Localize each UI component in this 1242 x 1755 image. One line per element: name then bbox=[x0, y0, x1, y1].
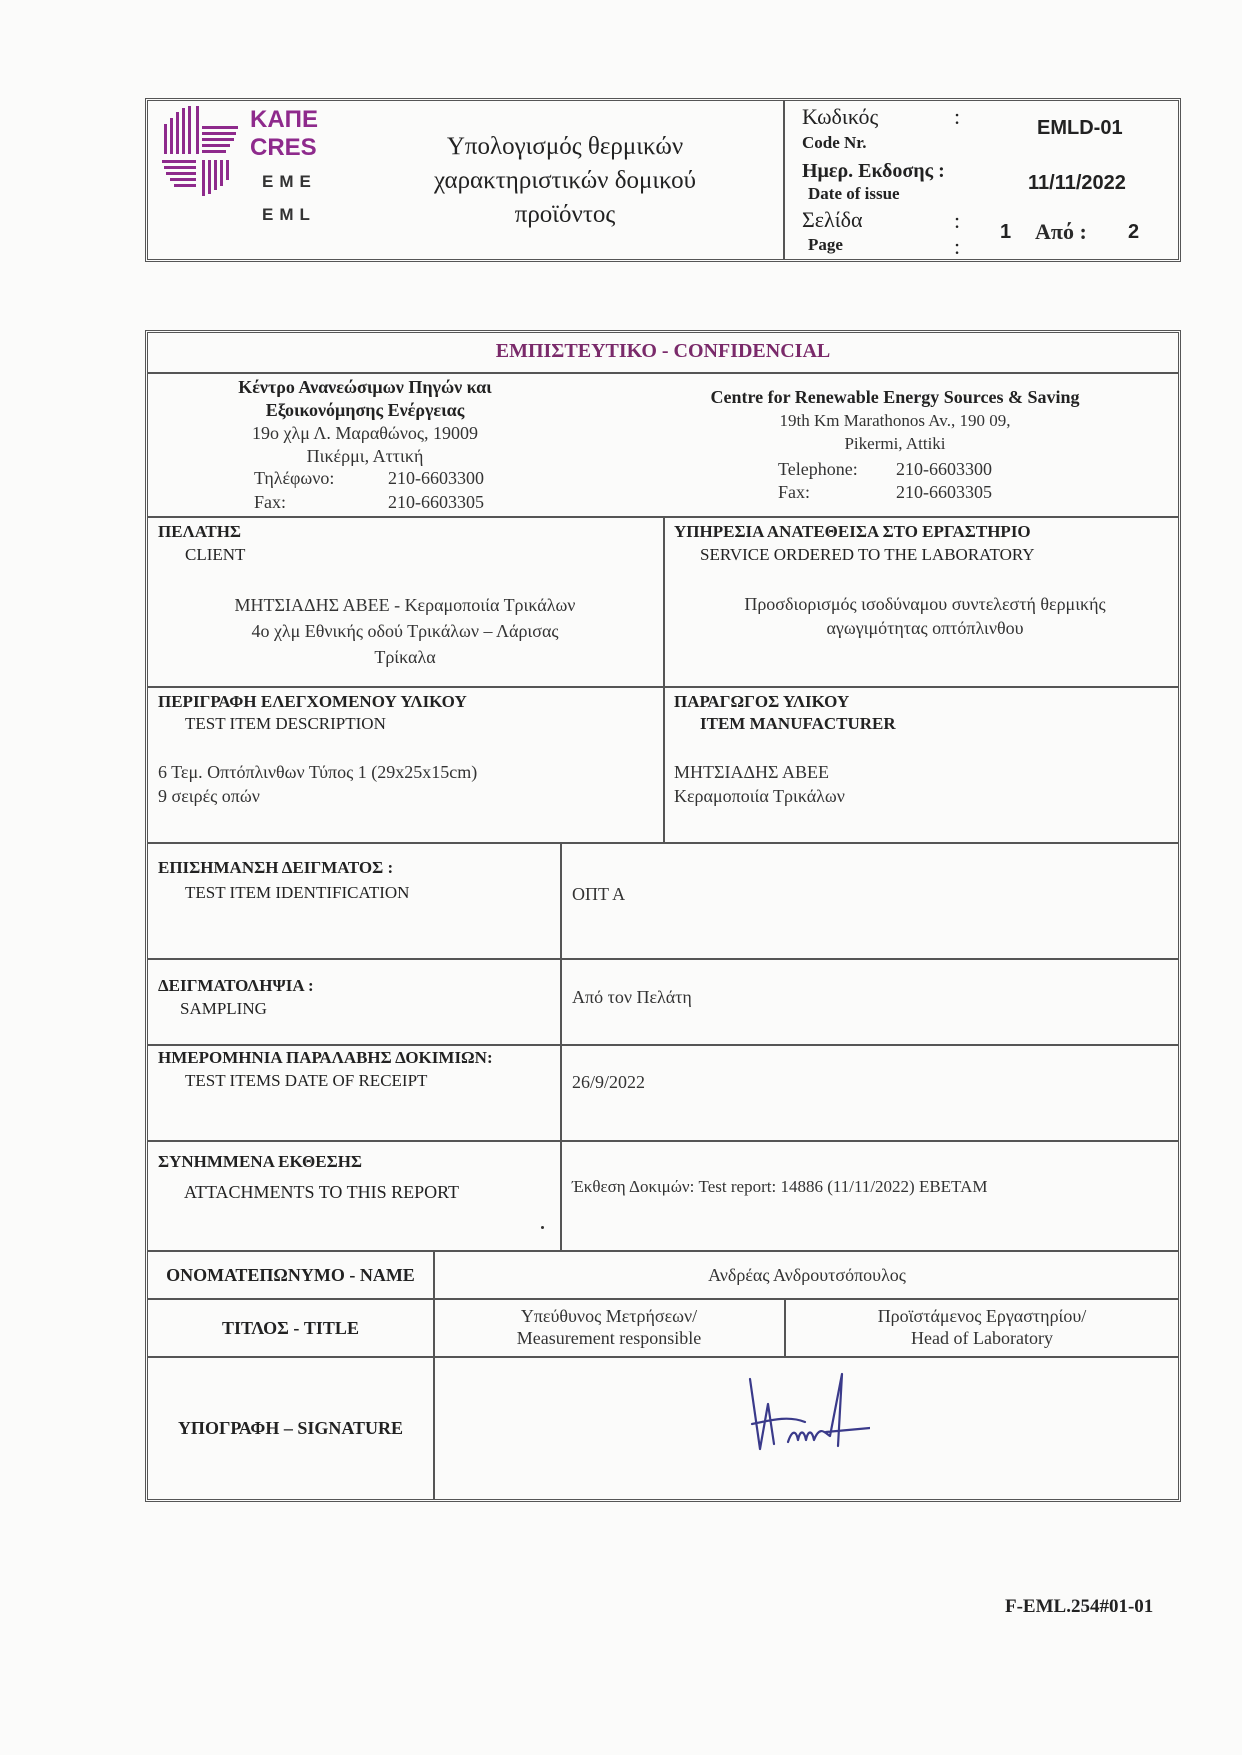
code-label-gr: Κωδικός bbox=[802, 104, 879, 129]
divider bbox=[148, 958, 1178, 960]
divider bbox=[560, 842, 562, 1250]
divider bbox=[148, 1140, 1178, 1142]
page-label-en: Page bbox=[808, 235, 843, 254]
item-desc-details bbox=[158, 760, 477, 808]
identification-label-gr: ΕΠΙΣΗΜΑΝΣΗ ΔΕΙΓΜΑΤΟΣ : bbox=[158, 858, 394, 877]
attachments-value: Έκθεση Δοκιμών: Test report: 14886 (11/11/2022) ΕΒΕΤΑΜ bbox=[572, 1177, 988, 1196]
divider bbox=[148, 1356, 1178, 1358]
org-en-tel: 210-6603300 bbox=[896, 459, 992, 479]
receipt-value: 26/9/2022 bbox=[572, 1072, 646, 1092]
sampling-value: Από τον Πελάτη bbox=[572, 987, 692, 1007]
document-title: Υπολογισμός θερμικών χαρακτηριστικών δομικού προϊόντος bbox=[433, 133, 697, 228]
item-desc-label-en: TEST ITEM DESCRIPTION bbox=[185, 714, 386, 733]
page-colon-1: : bbox=[954, 208, 961, 233]
page-label-gr: Σελίδα bbox=[802, 207, 863, 232]
org-en-name: Centre for Renewable Energy Sources & Saving bbox=[710, 387, 1080, 407]
handwritten-signature bbox=[730, 1364, 870, 1464]
org-greek bbox=[150, 376, 580, 468]
title1-en: Measurement responsible bbox=[516, 1328, 702, 1348]
divider bbox=[148, 686, 1178, 688]
code-colon: : bbox=[954, 104, 961, 129]
service-label-gr: ΥΠΗΡΕΣΙΑ ΑΝΑΤΕΘΕΙΣΑ ΣΤΟ ΕΡΓΑΣΤΗΡΙΟ bbox=[674, 522, 1031, 541]
title-label: ΤΙΤΛΟΣ - TITLE bbox=[222, 1318, 359, 1338]
date-label-gr: Ημερ. Εκδοσης : bbox=[802, 160, 945, 182]
logo-kape: ΚΑΠΕ bbox=[250, 106, 319, 133]
logo-eme: ΕΜΕ bbox=[262, 172, 317, 191]
page-total: 2 bbox=[1128, 221, 1140, 243]
header-divider bbox=[783, 101, 785, 259]
org-en-fax: 210-6603305 bbox=[896, 482, 992, 502]
receipt-label-en: TEST ITEMS DATE OF RECEIPT bbox=[185, 1071, 428, 1090]
title2-gr: Προϊστάμενος Εργαστηρίου/ bbox=[877, 1306, 1087, 1326]
client-label-gr: ΠΕΛΑΤΗΣ bbox=[158, 522, 242, 541]
item-desc-label-gr: ΠΕΡΙΓΡΑΦΗ ΕΛΕΓΧΟΜΕΝΟΥ ΥΛΙΚΟΥ bbox=[158, 692, 467, 711]
date-label-en: Date of issue bbox=[808, 184, 900, 203]
attachments-label-en: ATTACHMENTS TO THIS REPORT bbox=[184, 1182, 460, 1202]
org-gr-addr2: Πικέρμι, Αττική bbox=[306, 446, 424, 466]
name-value: Ανδρέας Ανδρουτσόπουλος bbox=[708, 1265, 906, 1285]
date-value: 11/11/2022 bbox=[1028, 172, 1126, 194]
form-code: F-EML.254#01-01 bbox=[1005, 1596, 1154, 1617]
page-colon-2: : bbox=[954, 234, 961, 259]
service-line2: αγωγιμότητας οπτόπλινθου bbox=[826, 618, 1024, 638]
code-value: EMLD-01 bbox=[1037, 117, 1123, 139]
client-line3: Τρίκαλα bbox=[374, 647, 436, 667]
divider bbox=[148, 372, 1178, 374]
confidential-banner: ΕΜΠΙΣΤΕΥΤΙΚΟ - CONFIDENCIAL bbox=[495, 340, 831, 362]
receipt-label-gr: ΗΜΕΡΟΜΗΝΙΑ ΠΑΡΑΛΑΒΗΣ ΔΟΚΙΜΙΩΝ: bbox=[158, 1048, 493, 1067]
manufacturer-label-gr: ΠΑΡΑΓΩΓΟΣ ΥΛΙΚΟΥ bbox=[674, 692, 850, 711]
page-of-label: Από : bbox=[1035, 219, 1087, 244]
item-desc-line1: 6 Τεμ. Οπτόπλινθων Τύπος 1 (29x25x15cm) bbox=[158, 762, 478, 782]
title1-gr: Υπεύθυνος Μετρήσεων/ bbox=[520, 1306, 698, 1326]
service-line1: Προσδιορισμός ισοδύναμου συντελεστή θερμικής bbox=[744, 594, 1106, 614]
divider bbox=[148, 842, 1178, 844]
divider bbox=[148, 1298, 1178, 1300]
identification-label-en: TEST ITEM IDENTIFICATION bbox=[185, 883, 410, 902]
org-gr-name1: Κέντρο Ανανεώσιμων Πηγών και bbox=[238, 377, 492, 397]
org-en-addr2: Pikermi, Attiki bbox=[844, 434, 946, 453]
org-gr-name2: Εξοικονόμησης Ενέργειας bbox=[265, 400, 465, 420]
logo-cres: CRES bbox=[250, 134, 317, 161]
title2-en: Head of Laboratory bbox=[911, 1328, 1053, 1348]
divider bbox=[433, 1250, 435, 1500]
item-desc-line2: 9 σειρές οπών bbox=[158, 786, 260, 806]
sampling-label-gr: ΔΕΙΓΜΑΤΟΛΗΨΙΑ : bbox=[158, 976, 314, 995]
client-label-en: CLIENT bbox=[185, 545, 246, 564]
client-line2: 4ο χλμ Εθνικής οδού Τρικάλων – Λάρισας bbox=[251, 621, 559, 641]
client-line1: ΜΗΤΣΙΑΔΗΣ ΑΒΕΕ - Κεραμοποιία Τρικάλων bbox=[234, 595, 576, 615]
manufacturer-details bbox=[674, 760, 845, 808]
divider bbox=[148, 1250, 1178, 1252]
org-english bbox=[640, 386, 1150, 455]
sampling-label-en: SAMPLING bbox=[180, 999, 267, 1018]
title-measurement bbox=[436, 1305, 782, 1349]
signature-label: ΥΠΟΓΡΑΦΗ – SIGNATURE bbox=[177, 1418, 404, 1438]
dot-mark bbox=[541, 1226, 544, 1229]
manufacturer-line2: Κεραμοποιία Τρικάλων bbox=[674, 786, 845, 806]
divider bbox=[663, 516, 665, 842]
org-en-fax-label: Fax: bbox=[778, 482, 811, 502]
page-current: 1 bbox=[1000, 221, 1012, 243]
service-details bbox=[680, 592, 1170, 640]
org-gr-addr1: 19ο χλμ Λ. Μαραθώνος, 19009 bbox=[251, 423, 478, 443]
identification-value: ΟΠΤ Α bbox=[572, 884, 626, 904]
service-label-en: SERVICE ORDERED TO THE LABORATORY bbox=[700, 545, 1035, 564]
org-en-tel-label: Telephone: bbox=[778, 459, 858, 479]
title-head bbox=[786, 1305, 1178, 1349]
name-label: ΟΝΟΜΑΤΕΠΩΝΥΜΟ - NAME bbox=[166, 1265, 415, 1285]
org-gr-fax: 210-6603305 bbox=[388, 492, 484, 512]
org-gr-tel: 210-6603300 bbox=[388, 468, 484, 488]
org-en-addr1: 19th Km Marathonos Av., 190 09, bbox=[779, 411, 1011, 430]
code-label-en: Code Nr. bbox=[802, 133, 867, 152]
attachments-label-gr: ΣΥΝΗΜΜΕΝΑ ΕΚΘΕΣΗΣ bbox=[158, 1152, 363, 1171]
manufacturer-line1: ΜΗΤΣΙΑΔΗΣ ΑΒΕΕ bbox=[674, 762, 830, 782]
divider bbox=[148, 1044, 1178, 1046]
client-details bbox=[160, 592, 650, 670]
cres-logo-icon bbox=[160, 104, 240, 200]
logo-eml: EML bbox=[262, 205, 316, 224]
org-gr-fax-label: Fax: bbox=[254, 492, 287, 512]
manufacturer-label-en: ITEM MANUFACTURER bbox=[700, 714, 896, 733]
org-gr-tel-label: Τηλέφωνο: bbox=[254, 468, 335, 488]
